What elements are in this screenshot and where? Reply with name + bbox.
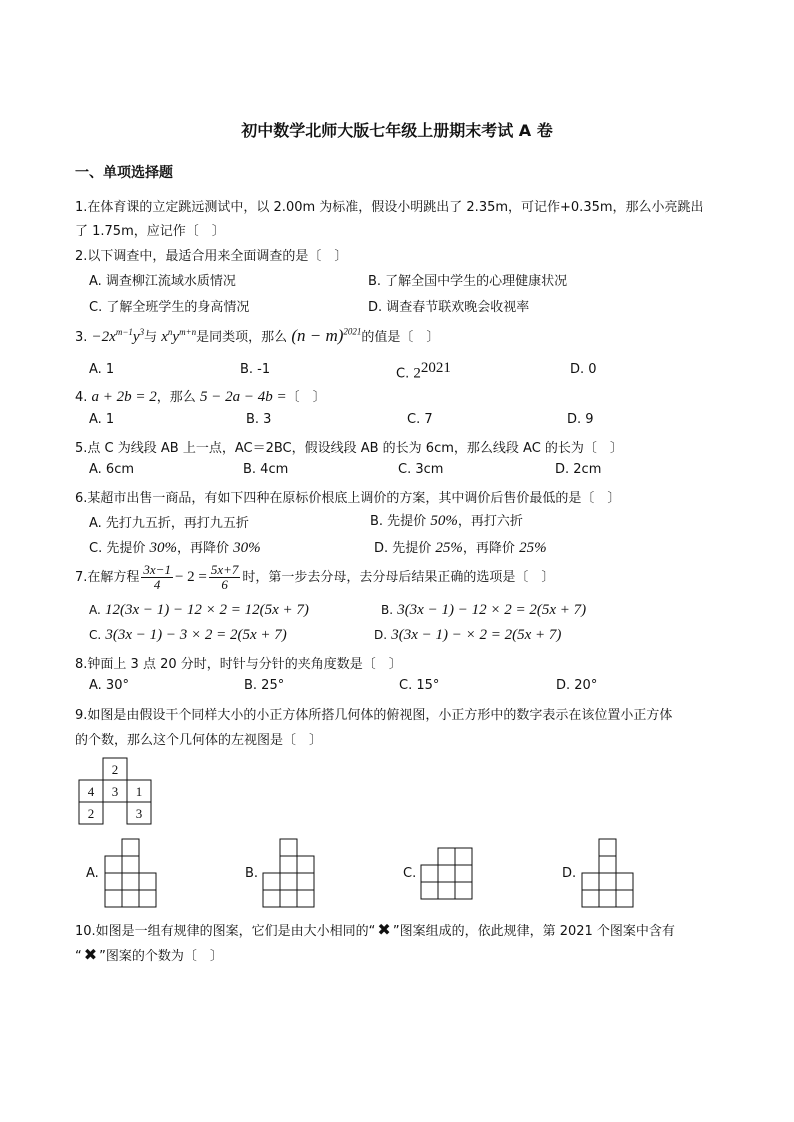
option-c: C. 3cm xyxy=(398,462,444,477)
option-d: D. 先提价 25%，再降价 25% xyxy=(374,540,547,556)
option-b: B. 25° xyxy=(244,678,285,693)
grid-number: 3 xyxy=(135,806,143,821)
option-b: B. 4cm xyxy=(243,462,289,477)
fraction: $\frac{5x+7}{6}$ xyxy=(210,562,239,592)
question-1-line1: 1.在体育课的立定跳远测试中，以 2.00m 为标准，假设小明跳出了 2.35m，可记作+0.35m，那么小亮跳出 xyxy=(75,200,704,215)
option-d: D. 2cm xyxy=(555,462,602,477)
side-view-c-diagram xyxy=(420,847,474,900)
question-5-stem: 5.点 C 为线段 AB 上一点，AC＝2BC，假设线段 AB 的长为 6cm，那么线段 AC 的长为〔 〕 xyxy=(75,441,623,456)
question-3-stem: 3. $-2x^{m-1}y^3$与 $x^ny^{m+n}$是同类项，那么 $(n - m)^{2021}$的值是〔 〕 xyxy=(75,326,440,345)
side-view-a-diagram xyxy=(104,838,158,908)
section-heading: 一、单项选择题 xyxy=(75,165,173,181)
grid-number: 2 xyxy=(111,762,119,777)
grid-number: 3 xyxy=(111,784,119,799)
side-view-b-diagram xyxy=(262,838,316,908)
option-d: D. xyxy=(562,866,577,881)
option-b: B. 3 xyxy=(246,412,272,427)
question-7-stem: 7.在解方程 $\frac{3x-1}{4}$ − 2 = $\frac{5x+7}{6}$ 时，第一步去分母，去分母后结果正确的选项是〔 〕 xyxy=(75,562,555,592)
option-a: A. 12(3x − 1) − 12 × 2 = 12(5x + 7) xyxy=(89,602,309,618)
side-view-d-diagram xyxy=(581,838,635,908)
option-a: A. 30° xyxy=(89,678,129,693)
option-b: B. 先提价 50%，再打六折 xyxy=(370,513,523,529)
option-d: D. 3(3x − 1) − × 2 = 2(5x + 7) xyxy=(374,627,562,643)
option-d: D. 20° xyxy=(556,678,598,693)
grid-number: 2 xyxy=(87,806,95,821)
option-d: D. 调查春节联欢晚会收视率 xyxy=(368,300,530,315)
math-expression: $(n - m)^{2021}$ xyxy=(291,326,362,345)
option-c: C. 了解全班学生的身高情况 xyxy=(89,300,250,315)
question-2-stem: 2.以下调查中，最适合用来全面调查的是〔 〕 xyxy=(75,249,348,264)
cross-mark-icon: ✖ xyxy=(377,920,391,939)
option-a: A. 先打九五折，再打九五折 xyxy=(89,516,249,531)
page-title: 初中数学北师大版七年级上册期末考试 A 卷 xyxy=(241,121,553,140)
top-view-grid-diagram xyxy=(78,757,154,825)
question-9-line1: 9.如图是由假设干个同样大小的小正方体所搭几何体的俯视图，小正方形中的数字表示在该位置小正方体 xyxy=(75,708,673,723)
option-a: A. xyxy=(86,866,99,881)
grid-number: 1 xyxy=(135,784,143,799)
option-c: C. 7 xyxy=(407,412,433,427)
question-6-stem: 6.某超市出售一商品，有如下四种在原标价根底上调价的方案，其中调价后售价最低的是〔 〕 xyxy=(75,491,621,506)
option-b: B. 3(3x − 1) − 12 × 2 = 2(5x + 7) xyxy=(381,602,587,618)
option-b: B. 了解全国中学生的心理健康状况 xyxy=(368,274,568,289)
question-1-line2: 了 1.75m，应记作〔 〕 xyxy=(75,224,225,239)
question-8-stem: 8.钟面上 3 点 20 分时，时针与分针的夹角度数是〔 〕 xyxy=(75,657,402,672)
fraction: $\frac{3x-1}{4}$ xyxy=(143,562,171,592)
question-10-line2: “ ✖ ”图案的个数为〔 〕 xyxy=(75,945,223,964)
math-term-2: $x^ny^{m+n}$ xyxy=(161,327,197,345)
option-b: B. -1 xyxy=(240,362,271,377)
option-c: C. $2^{2021}$ xyxy=(396,360,451,382)
option-c: C. 15° xyxy=(399,678,440,693)
option-a: A. 1 xyxy=(89,412,115,427)
option-c: C. xyxy=(403,866,417,881)
option-c: C. 3(3x − 1) − 3 × 2 = 2(5x + 7) xyxy=(89,627,287,643)
question-9-line2: 的个数，那么这个几何体的左视图是〔 〕 xyxy=(75,733,323,748)
question-10-line1: 10.如图是一组有规律的图案，它们是由大小相同的“ ✖ ”图案组成的，依此规律，第 2021 个图案中含有 xyxy=(75,920,675,939)
option-d: D. 9 xyxy=(567,412,594,427)
option-c: C. 先提价 30%，再降价 30% xyxy=(89,540,261,556)
option-a: A. 1 xyxy=(89,362,115,377)
cross-mark-icon: ✖ xyxy=(83,945,98,964)
math-term-1: $-2x^{m-1}y^3$ xyxy=(91,327,145,345)
option-a: A. 调查柳江流域水质情况 xyxy=(89,274,236,289)
option-d: D. 0 xyxy=(570,362,597,377)
grid-number: 4 xyxy=(87,784,95,799)
option-a: A. 6cm xyxy=(89,462,135,477)
option-b: B. xyxy=(245,866,259,881)
question-number: 3. xyxy=(75,330,88,345)
question-4-stem: 4. a + 2b = 2，那么 5 − 2a − 4b =〔 〕 xyxy=(75,389,326,405)
